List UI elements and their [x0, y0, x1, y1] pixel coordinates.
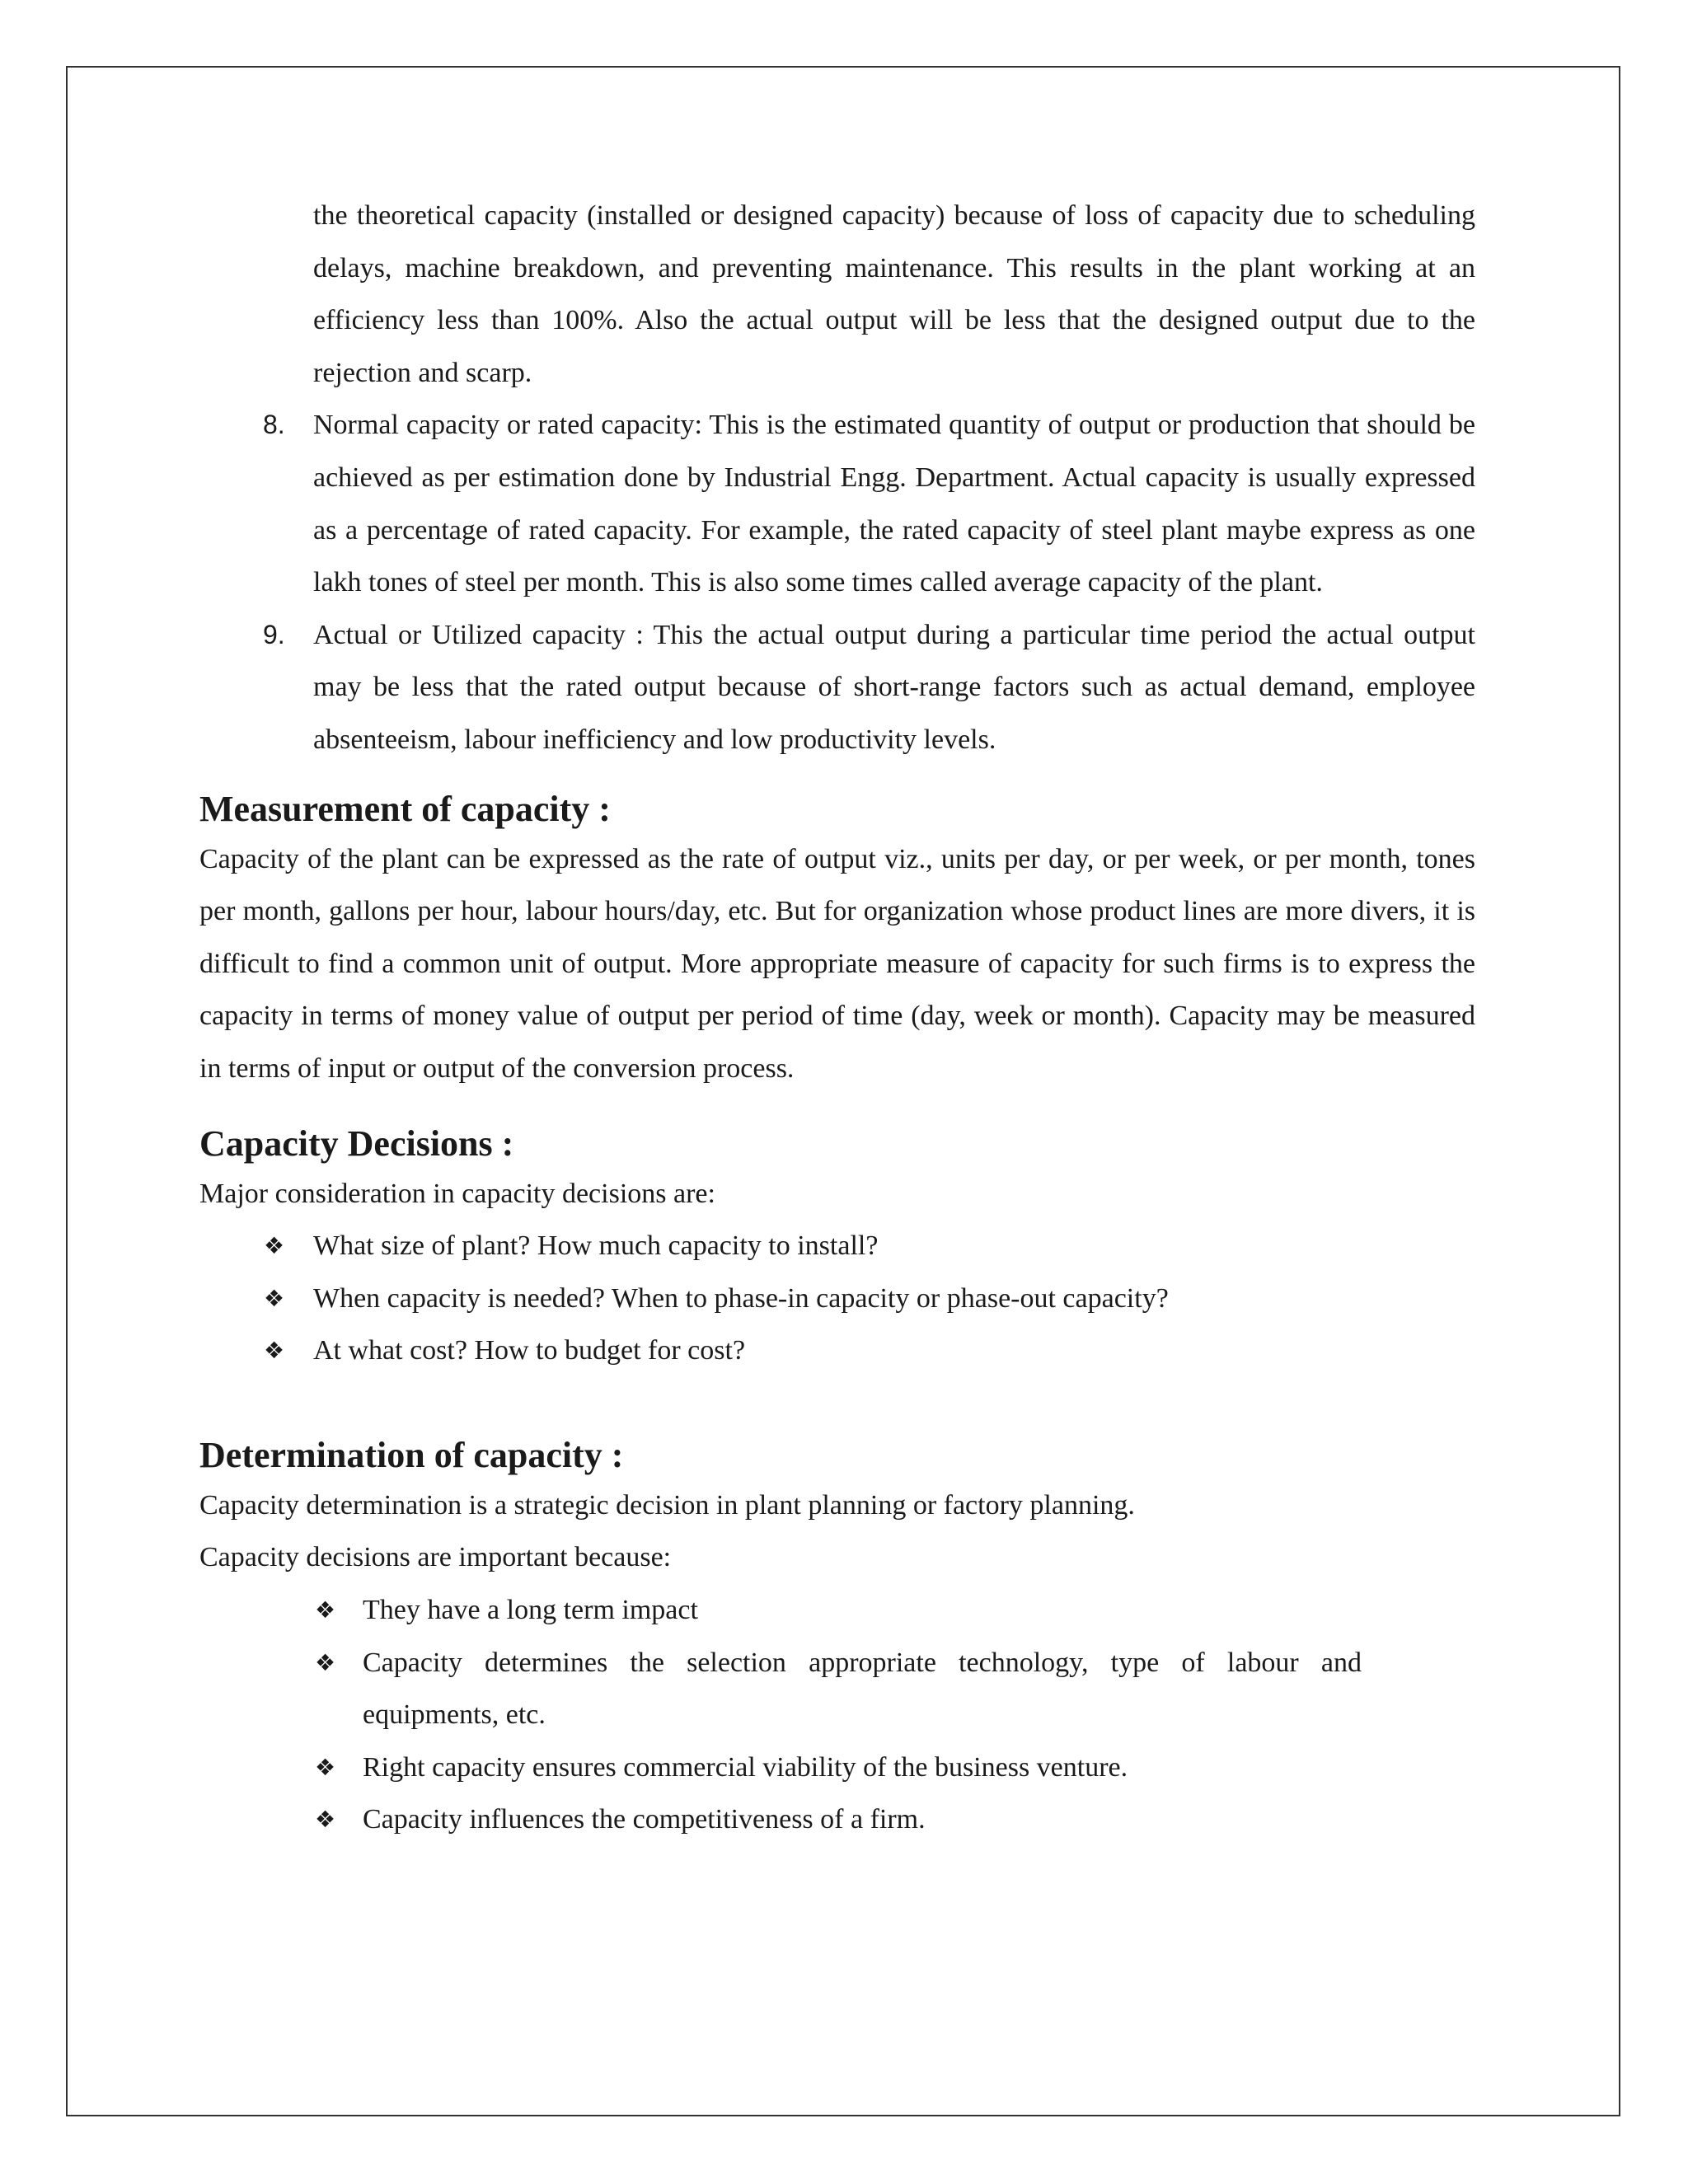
determination-bullet-list — [199, 1584, 1362, 1846]
diamond-bullet-icon: ❖ — [264, 1284, 285, 1312]
diamond-bullet-icon: ❖ — [315, 1806, 336, 1834]
item-number: 8. — [263, 410, 285, 440]
numbered-item-9 — [199, 609, 1475, 766]
bullet-text: They have a long term impact — [363, 1595, 698, 1626]
item-number: 9. — [263, 619, 285, 649]
continuation-paragraph: the theoretical capacity (installed or designed capacity) because of loss of capacity due to scheduling delays, machine breakdown, and preventing maintenance. This results in the plant working at an efficiency less than 100%. Also the actual output will be less that the designed output due to the rejection and scarp. — [313, 200, 1475, 388]
list-item — [199, 1220, 1475, 1272]
diamond-bullet-icon: ❖ — [315, 1596, 336, 1624]
document-body — [199, 190, 1475, 1846]
diamond-bullet-icon: ❖ — [315, 1648, 336, 1676]
bullet-text: At what cost? How to budget for cost? — [313, 1335, 746, 1366]
measurement-paragraph: Capacity of the plant can be expressed as the rate of output viz., units per day, or per week, or per month, tones per month, gallons per hour, labour hours/day, etc. But for organization whose product lines are more divers, it is difficult to find a common unit of output. More appropriate measure of capacity for such firms is to express the capacity in terms of money value of output per period of time (day, week or month). Capacity may be measured in terms of input or output of the conversion process. — [199, 843, 1475, 1084]
list-item — [199, 1324, 1475, 1377]
list-item — [199, 1584, 1362, 1637]
diamond-bullet-icon: ❖ — [264, 1232, 285, 1260]
item-text: Actual or Utilized capacity : This the actual output during a particular time period the actual output may be less that the rated output because of short-range factors such as actual demand, employee absenteeism, labour inefficiency and low productivity levels. — [313, 619, 1475, 755]
bullet-text: Capacity influences the competitiveness of a firm. — [363, 1804, 926, 1835]
diamond-bullet-icon: ❖ — [315, 1753, 336, 1781]
determination-line-2: Capacity decisions are important because: — [199, 1542, 672, 1573]
decisions-bullet-list — [199, 1220, 1475, 1377]
measurement-heading: Measurement of capacity : — [199, 788, 611, 829]
decisions-heading: Capacity Decisions : — [199, 1122, 514, 1164]
decisions-intro: Major consideration in capacity decisions are: — [199, 1178, 715, 1209]
list-item — [199, 1272, 1475, 1325]
list-item — [199, 1793, 1362, 1846]
item-text: Normal capacity or rated capacity: This is the estimated quantity of output or production that should be achieved as per estimation done by Industrial Engg. Department. Actual capacity is usually expressed as a percentage of rated capacity. For example, the rated capacity of steel plant maybe express as one lakh tones of steel per month. This is also some times called average capacity of the plant. — [313, 410, 1475, 598]
bullet-text: When capacity is needed? When to phase-in capacity or phase-out capacity? — [313, 1282, 1169, 1314]
bullet-text: Right capacity ensures commercial viability of the business venture. — [363, 1751, 1128, 1783]
determination-heading: Determination of capacity : — [199, 1434, 624, 1475]
list-item — [199, 1741, 1362, 1794]
list-item — [199, 1637, 1362, 1741]
determination-line-1: Capacity determination is a strategic decision in plant planning or factory planning. — [199, 1489, 1135, 1521]
bullet-text: What size of plant? How much capacity to install? — [313, 1230, 879, 1262]
diamond-bullet-icon: ❖ — [264, 1337, 285, 1365]
bullet-text: Capacity determines the selection appropriate technology, type of labour and equipments, etc. — [363, 1647, 1362, 1731]
numbered-item-8 — [199, 399, 1475, 608]
